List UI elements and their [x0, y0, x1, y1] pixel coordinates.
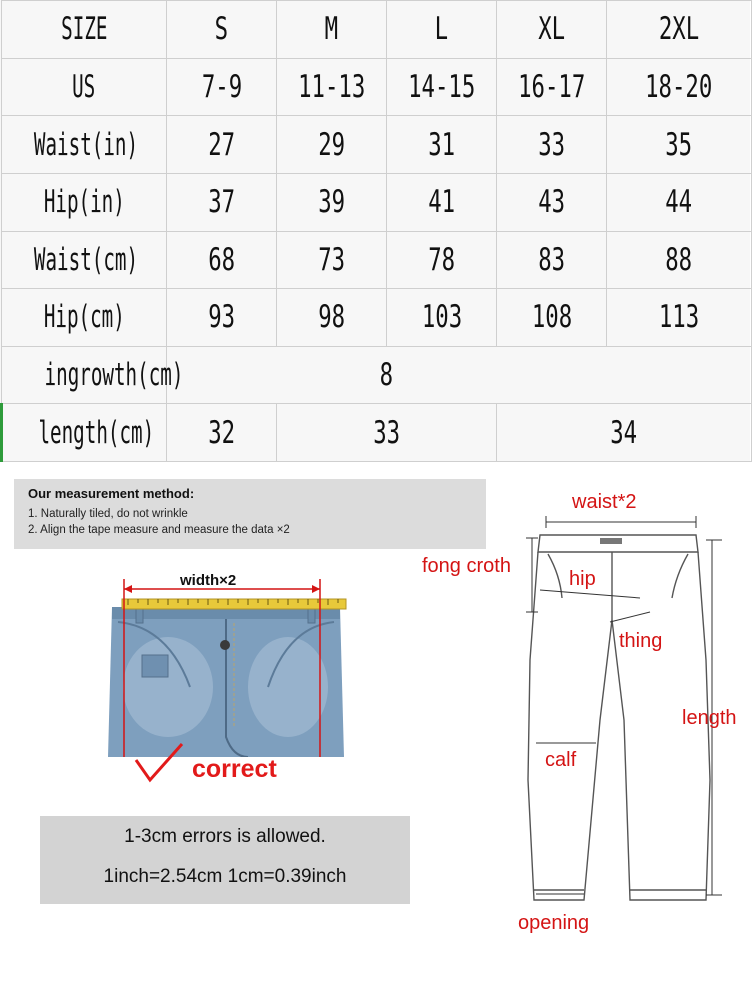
table-cell: 93 [167, 289, 277, 347]
size-chart-table [0, 0, 750, 462]
table-row-waist-cm [2, 231, 752, 289]
table-cell: 68 [167, 231, 277, 289]
waist-label: waist*2 [572, 491, 637, 513]
row-label: Waist(cm) [2, 231, 167, 289]
table-row-ingrowth [2, 346, 752, 404]
method-step-1: 1. Naturally tiled, do not wrinkle [28, 508, 188, 520]
length-label: length [682, 707, 737, 729]
checkmark-icon [134, 742, 186, 786]
table-cell: 83 [497, 231, 607, 289]
table-cell: 41 [387, 173, 497, 231]
table-header-row [2, 1, 752, 59]
table-row-hip-in [2, 173, 752, 231]
table-cell: 108 [497, 289, 607, 347]
table-cell: 103 [387, 289, 497, 347]
table-cell: 14-15 [387, 58, 497, 116]
width-label: width×2 [180, 572, 237, 589]
calf-label: calf [545, 749, 577, 771]
table-cell: 43 [497, 173, 607, 231]
table-cell: 113 [607, 289, 752, 347]
table-cell: 98 [277, 289, 387, 347]
table-cell: 32 [167, 404, 277, 462]
row-label: ingrowth(cm) [2, 346, 167, 404]
table-row-waist-in [2, 116, 752, 174]
unit-conversion-text: 1inch=2.54cm 1cm=0.39inch [103, 866, 347, 887]
row-label: Hip(in) [2, 173, 167, 231]
table-cell: 27 [167, 116, 277, 174]
header-cell-m: M [277, 1, 387, 59]
table-cell: 78 [387, 231, 497, 289]
measurement-method-box [14, 479, 486, 549]
table-cell: 88 [607, 231, 752, 289]
header-cell-s: S [167, 1, 277, 59]
table-row-us [2, 58, 752, 116]
table-cell: 16-17 [497, 58, 607, 116]
table-cell: 73 [277, 231, 387, 289]
row-label: US [2, 58, 167, 116]
table-cell-merged: 33 [277, 404, 497, 462]
method-step-2: 2. Align the tape measure and measure the data ×2 [28, 524, 290, 536]
table-cell-merged: 34 [497, 404, 752, 462]
thing-label: thing [619, 630, 663, 652]
table-cell: 35 [607, 116, 752, 174]
correct-label: correct [192, 755, 277, 783]
table-cell: 29 [277, 116, 387, 174]
opening-label: opening [518, 912, 590, 934]
header-cell-l: L [387, 1, 497, 59]
table-row-length [2, 404, 752, 462]
error-tolerance-text: 1-3cm errors is allowed. [124, 826, 326, 847]
row-label: Hip(cm) [2, 289, 167, 347]
row-label: length(cm) [2, 404, 167, 462]
header-cell-2xl: 2XL [607, 1, 752, 59]
header-cell-size: SIZE [2, 1, 167, 59]
table-cell: 44 [607, 173, 752, 231]
table-cell: 33 [497, 116, 607, 174]
table-cell: 37 [167, 173, 277, 231]
row-label: Waist(in) [2, 116, 167, 174]
fong-croth-label: fong croth [422, 555, 511, 577]
method-title: Our measurement method: [28, 486, 195, 501]
header-cell-xl: XL [497, 1, 607, 59]
table-cell: 11-13 [277, 58, 387, 116]
table-cell: 7-9 [167, 58, 277, 116]
table-cell: 31 [387, 116, 497, 174]
hip-label: hip [569, 568, 596, 590]
table-cell-merged: 8 [167, 346, 752, 404]
table-row-hip-cm [2, 289, 752, 347]
table-cell: 18-20 [607, 58, 752, 116]
error-tolerance-box [40, 816, 410, 904]
table-cell: 39 [277, 173, 387, 231]
